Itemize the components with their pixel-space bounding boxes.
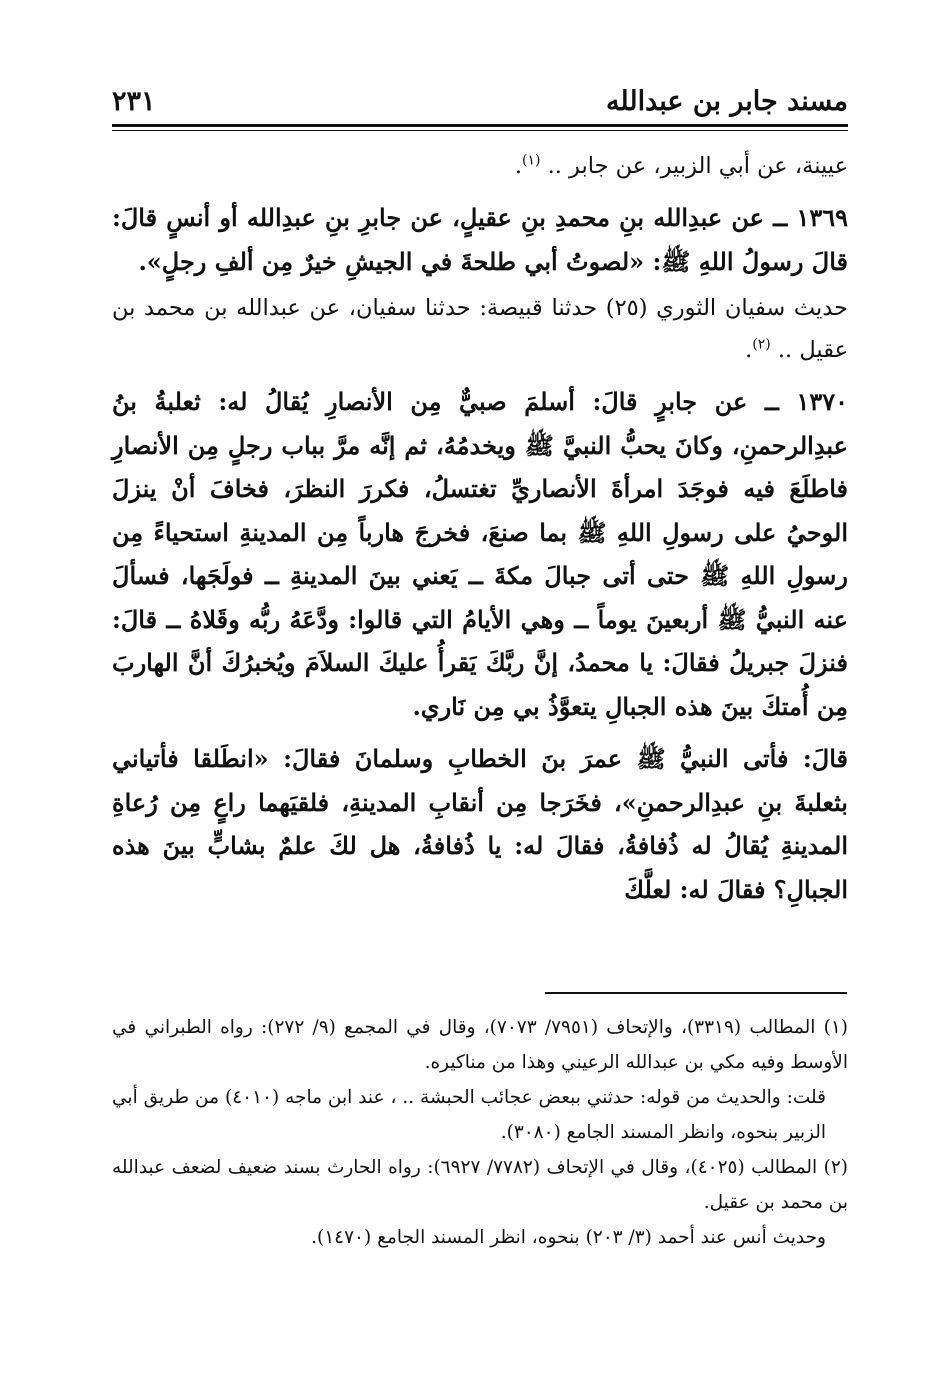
period: . [745,337,753,363]
footnote-2-note: وحديث أنس عند أحمد (٣/ ٢٠٣) بنحوه، انظر المسند الجامع (١٤٧٠). [311,1227,826,1248]
paragraph-continuation [112,145,848,187]
page-header [112,82,848,122]
footnote-separator [545,992,847,994]
running-title: مسند جابر بن عبدالله [605,86,848,117]
header-rule-thin [112,130,848,131]
period: . [514,153,522,179]
footnote-ref: (٢) [752,336,771,353]
isnad-paragraph [112,287,848,371]
footnote-2: (٢) المطالب (٤٠٢٥)، وقال في الإتحاف (٧٧٨٢/ ٦٩٢٧): رواه الحارث بسند ضعيف لضعف عبدالله بن محمد بن عقيل. [112,1157,848,1213]
hadith-1369: ١٣٦٩ ــ عن عبدِالله بنِ محمدِ بنِ عقيلٍ، عن جابرِ بنِ عبدِالله أو أنسٍ قالَ: قالَ رسولُ اللهِ ﷺ: «لصوتُ أبي طلحةَ في الجيشِ خيرٌ مِن ألفِ رجلٍ». [112,203,848,276]
footnotes [112,1010,848,1255]
hadith-1370: ١٣٧٠ ــ عن جابرٍ قالَ: أسلمَ صبيٌّ مِن الأنصارِ يُقالُ له: ثعلبةُ بنُ عبدِالرحمنِ، وكانَ يحبُّ النبيَّ ﷺ ويخدمُهُ، ثم إنَّه مرَّ بباب رجلٍ مِن الأنصارِ فاطلَعَ فيه فوجَدَ امرأةَ الأنصاريِّ تغتسلُ، فكررَ النظرَ، فخافَ أنْ ينزلَ الوحيُ على رسولِ اللهِ ﷺ بما صنعَ، فخرجَ هارباً مِن المدينةِ استحياءً مِن رسولِ اللهِ ﷺ حتى أتى جبالَ مكةَ ــ يَعني بينَ المدينةِ ــ فولَجَها، فسألَ عنه النبيُّ ﷺ أربعينَ يوماً ــ وهي الأيامُ التي قالوا: ودَّعَهُ ربُّه وقَلاهُ ــ قالَ: فنزلَ جبريلُ فقالَ: يا محمدُ، إنَّ ربَّكَ يَقرأُ عليكَ السلاَمَ ويُخبرُكَ أنَّ الهاربَ مِن أُمتكَ بينَ هذه الجبالِ يتعوَّذُ بي مِن نَاري. [112,387,849,721]
paragraph-text: عيينة، عن أبي الزبير، عن جابر .. [547,153,848,179]
page-number: ٢٣١ [112,86,156,117]
hadith-1370-continuation: قالَ: فأتى النبيُّ ﷺ عمرَ بنَ الخطابِ وسلمانَ فقالَ: «انطَلقا فأتياني بثعلبةَ بنِ عبدِالرحمنِ»، فخَرَجا مِن أنقابِ المدينةِ، فلقيَهما راعٍ مِن رُعاةِ المدينةِ يُقالُ له ذُفافةُ، فقالَ له: يا ذُفافةُ، هل لكَ علمٌ بشابٍّ بينَ هذه الجبالِ؟ فقالَ له: لعلَّكَ [112,744,848,904]
footnote-1-note: قلت: والحديث من قوله: حدثني ببعض عجائب الحبشة .. ، عند ابن ماجه (٤٠١٠) من طريق أبي الزبير بنحوه، وانظر المسند الجامع (٣٠٨٠). [112,1087,826,1143]
main-text [112,145,848,911]
paragraph-text: حديث سفيان الثوري (٢٥) حدثنا قبيصة: حدثنا سفيان، عن عبدالله بن محمد بن عقيل .. [112,295,848,363]
footnote-ref: (١) [521,152,541,169]
header-rule-thick [112,124,848,127]
footnote-1: (١) المطالب (٣٣١٩)، والإتحاف (٧٩٥١/ ٧٠٧٣)، وقال في المجمع (٩/ ٢٧٢): رواه الطبراني في الأوسط وفيه مكي بن عبدالله الرعيني وهذا من مناكيره. [112,1017,848,1073]
